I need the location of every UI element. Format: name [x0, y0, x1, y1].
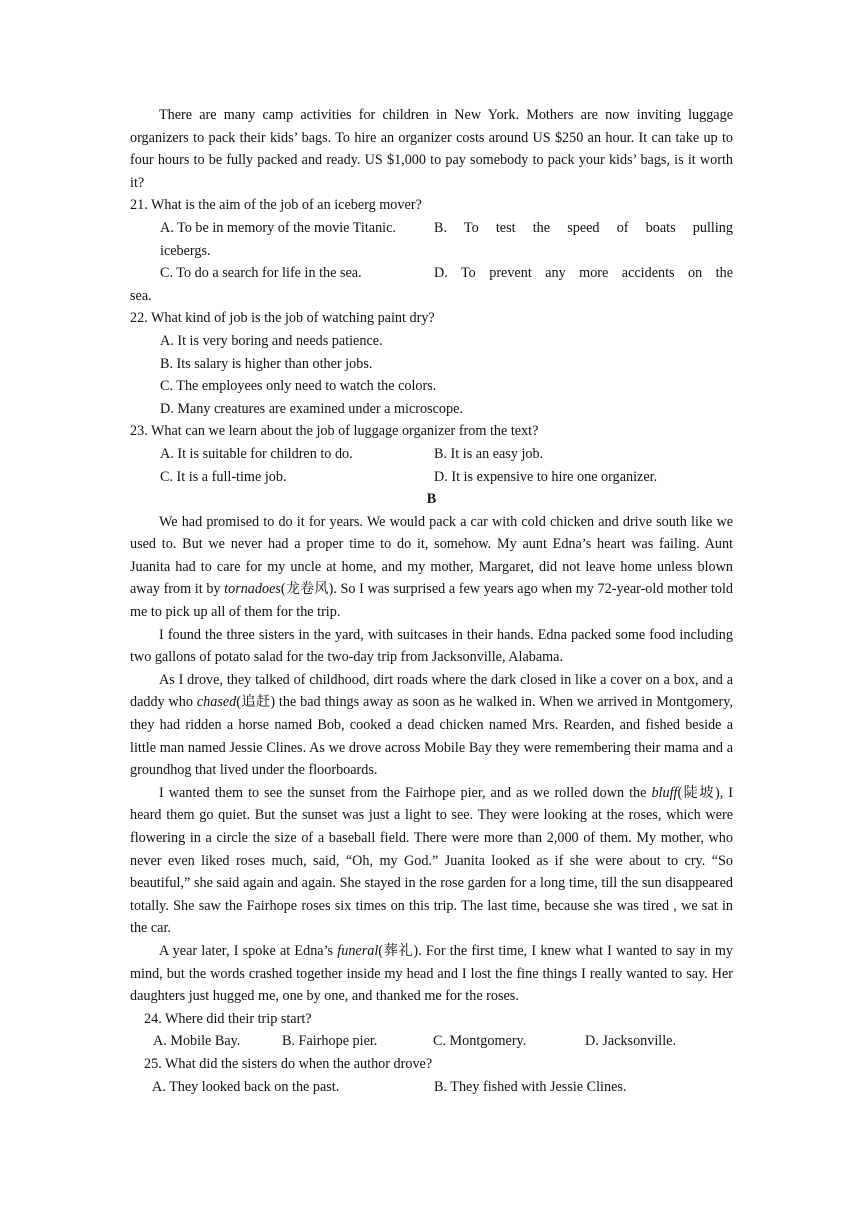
option-b-continued: icebergs. — [160, 242, 211, 259]
glossed-word: bluff — [651, 784, 678, 801]
text: (陡坡), I heard them go quiet. But the sunset was just a light to see. They were looking at the roses, which were flowering in a circle the size of a baseball field. There were more than 2,000 of them. My mother, who never even liked roses much, said, “Oh, my God.” Juanita looked as if she were about to cry. “So beautiful,” she said again and again. She stayed in the rose garden for a long time, till the sun disappeared totally. She saw the Fairhope roses six times on this trip. The last time, because she was tired , we sat in the car. — [130, 784, 733, 937]
options-row — [130, 1076, 733, 1099]
option-b: B. They fished with Jessie Clines. — [434, 1078, 627, 1095]
question-24 — [130, 1008, 733, 1053]
text: (葬礼). For the first time, I knew what I wanted to say in my mind, but the words crashed together inside my head and I lost the fine things I really wanted to say. Her daughters just hugged me, one by one, and thanked me for the roses. — [130, 942, 734, 1005]
options-row — [130, 1030, 733, 1053]
glossed-word: tornadoes — [224, 581, 281, 598]
option-b: B. To test the speed of boats pulling — [434, 219, 733, 236]
question-stem: 24. Where did their trip start? — [144, 1010, 312, 1027]
option-a: A. To be in memory of the movie Titanic. — [160, 219, 396, 236]
document-page — [130, 104, 733, 1098]
question-stem: 21. What is the aim of the job of an iceberg mover? — [130, 197, 422, 214]
question-stem: 23. What can we learn about the job of luggage organizer from the text? — [130, 423, 539, 440]
option-a: A. They looked back on the past. — [152, 1078, 340, 1095]
question-23 — [130, 420, 733, 488]
paragraph-3 — [130, 669, 733, 782]
paragraph-2: I found the three sisters in the yard, with suitcases in their hands. Edna packed some food including two gallons of potato salad for the two-day trip from Jacksonville, Alabama. — [130, 626, 733, 666]
option-c: C. The employees only need to watch the colors. — [160, 378, 437, 395]
option-b: B. Fairhope pier. — [282, 1033, 378, 1050]
question-stem: 22. What kind of job is the job of watching paint dry? — [130, 310, 435, 327]
option-c: C. It is a full-time job. — [160, 468, 287, 485]
option-c: C. Montgomery. — [433, 1033, 527, 1050]
option-d: D. To prevent any more accidents on the — [434, 265, 733, 282]
text: A year later, I spoke at Edna’s — [159, 942, 338, 959]
option-d: D. It is expensive to hire one organizer. — [434, 468, 658, 485]
option-d: D. Jacksonville. — [585, 1033, 677, 1050]
question-25 — [130, 1053, 733, 1098]
option-d-continued: sea. — [130, 287, 152, 304]
text: (追赶) the bad things away as soon as he walked in. When we arrived in Montgomery, they had ridden a horse named Bob, cooked a dead chicken named Mrs. Rearden, and fished beside a little man named Jessie Clines. As we drove across Mobile Bay they were remembering their mama and a groundhog that lived under the floorboards. — [130, 694, 733, 779]
option-a: A. Mobile Bay. — [153, 1033, 241, 1050]
section-title: B — [426, 491, 437, 508]
text: (龙卷风). So I was surprised a few years ago when my 72-year-old mother told me to pick up all of them for the trip. — [130, 581, 733, 621]
question-21 — [130, 194, 733, 307]
option-b: B. It is an easy job. — [434, 445, 544, 462]
option-a: A. It is suitable for children to do. — [160, 445, 353, 462]
options-row — [130, 466, 733, 489]
options-row — [130, 217, 733, 240]
option-b: B. Its salary is higher than other jobs. — [160, 355, 373, 372]
text: As I drove, they talked of childhood, dirt roads where the dark closed in like a cover on a box, and a daddy who — [130, 671, 733, 711]
option-c: C. To do a search for life in the sea. — [160, 265, 362, 282]
text: We had promised to do it for years. We would pack a car with cold chicken and drive south like we used to. But we never had a proper time to do it, somehow. My aunt Edna’s heart was failing. Aunt Juanita had to care for my uncle at home, and my mother, Margaret, did not leave home unless blown away from it by — [130, 513, 733, 598]
options-row — [130, 262, 733, 285]
glossed-word: funeral — [337, 942, 379, 959]
paragraph-4 — [130, 782, 733, 940]
paragraph-1 — [130, 511, 733, 624]
paragraph-5 — [130, 940, 733, 1008]
passage-a-paragraph: There are many camp activities for children in New York. Mothers are now inviting luggage organizers to pack their kids’ bags. To hire an organizer costs around US $250 an hour. It can take up to four hours to be fully packed and ready. US $1,000 to pay somebody to pack your kids’ bags, is it worth it? — [130, 107, 733, 191]
text: I wanted them to see the sunset from the Fairhope pier, and as we rolled down the — [159, 784, 652, 801]
options-row — [130, 443, 733, 466]
question-22 — [130, 307, 733, 420]
option-a: A. It is very boring and needs patience. — [160, 332, 383, 349]
option-d: D. Many creatures are examined under a microscope. — [160, 400, 463, 417]
glossed-word: chased — [196, 694, 237, 711]
question-stem: 25. What did the sisters do when the author drove? — [144, 1055, 433, 1072]
